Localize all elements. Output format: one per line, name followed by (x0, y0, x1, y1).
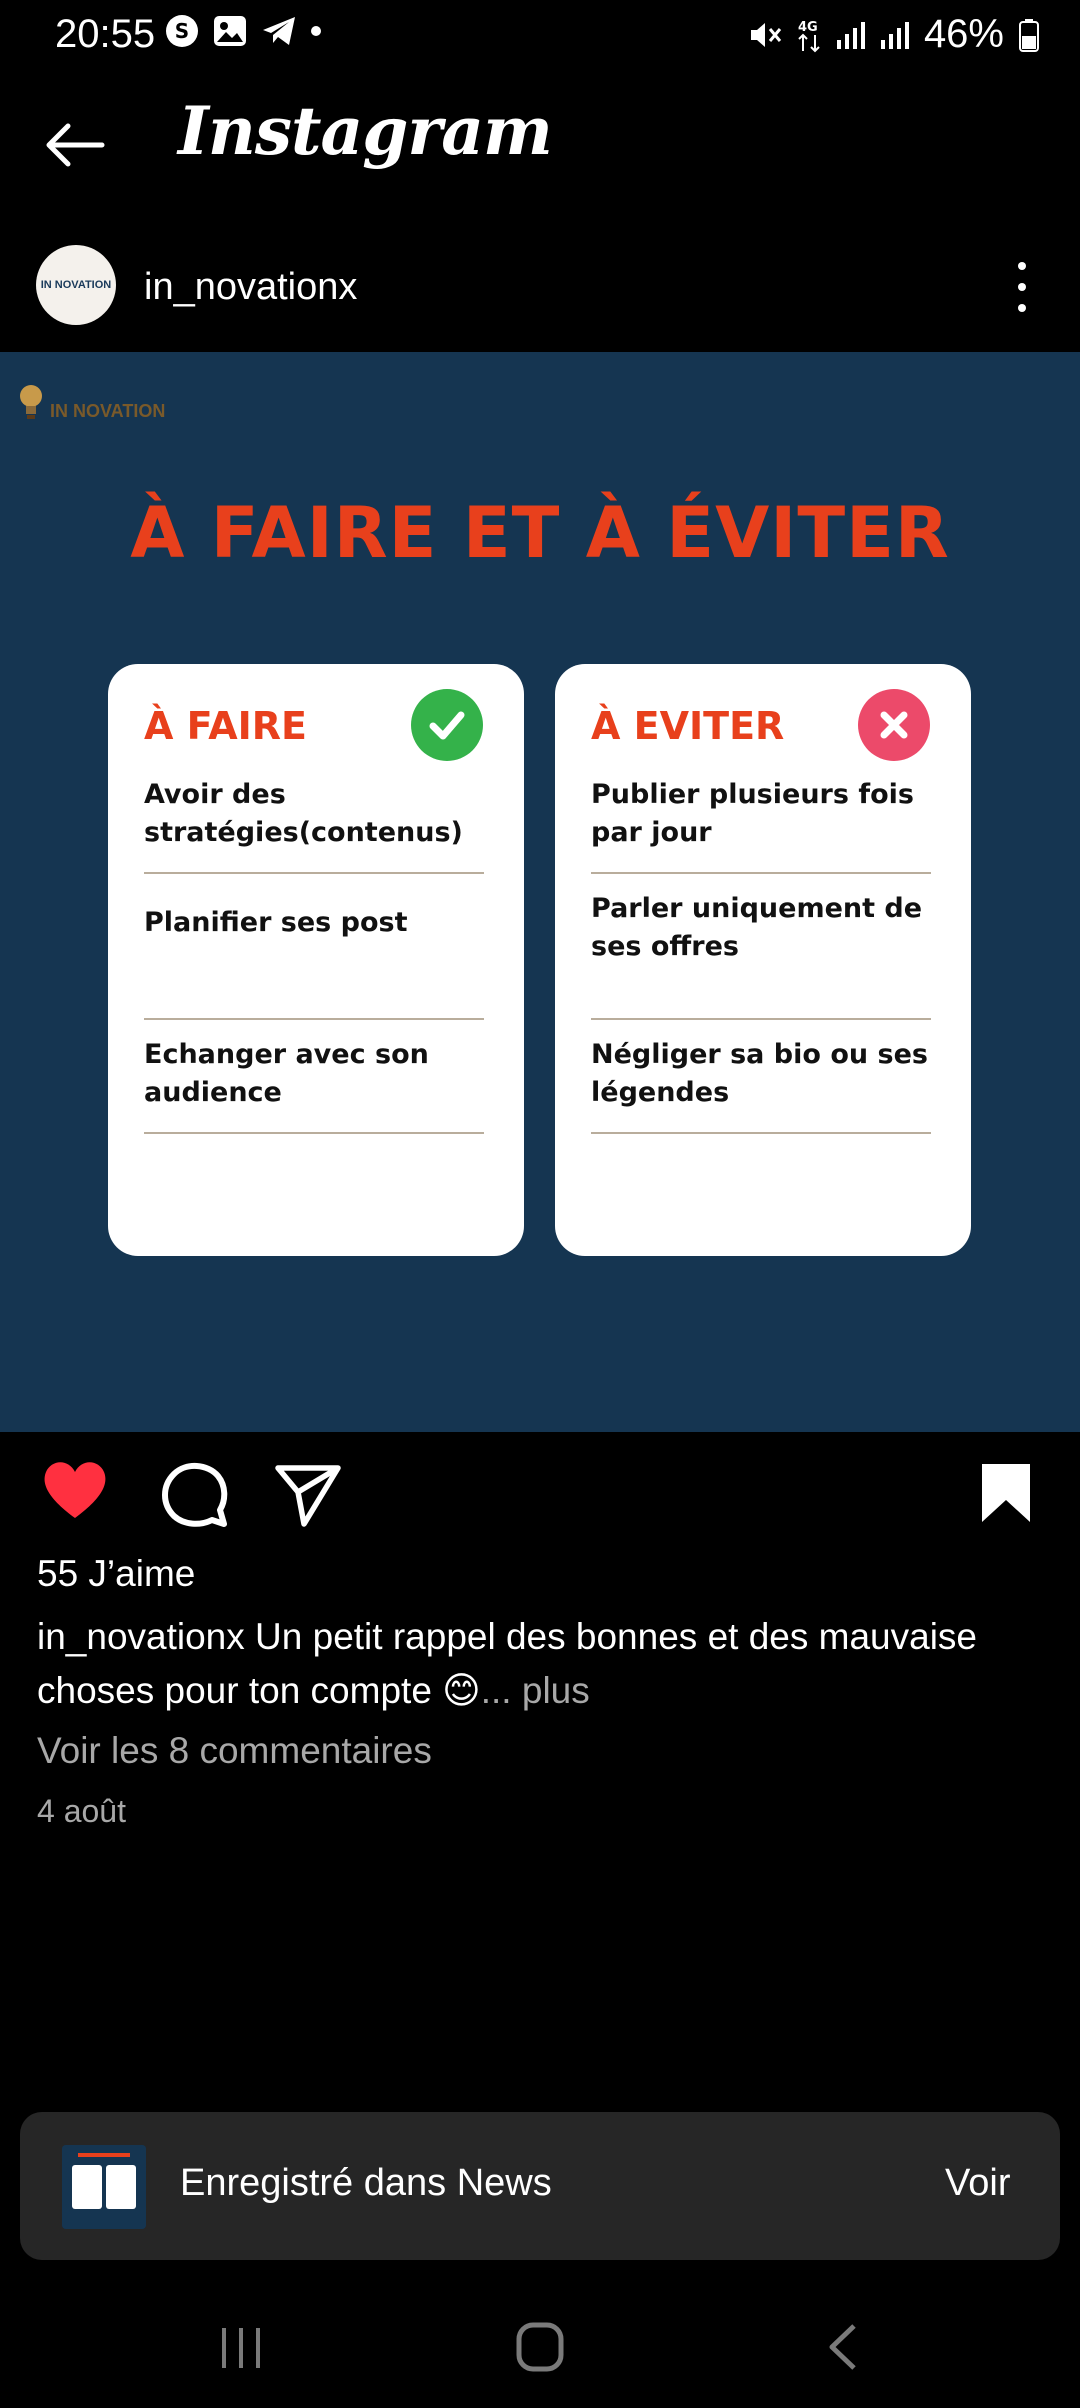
battery-percent: 46% (923, 12, 1004, 56)
post-username[interactable]: in_novationx (144, 266, 358, 308)
post-heading: À FAIRE ET À ÉVITER (130, 492, 950, 574)
view-comments-link[interactable]: Voir les 8 commentaires (37, 1730, 432, 1771)
card-item: Négliger sa bio ou ses légendes (591, 1039, 928, 1108)
bookmark-icon (978, 1460, 1034, 1526)
toast-message: Enregistré dans News (180, 2162, 552, 2204)
recent-apps-button[interactable] (218, 2326, 264, 2375)
post-image[interactable] (0, 352, 1080, 1432)
caption-text: Un petit rappel des bonnes et des mauvaise choses pour ton compte 😊 (37, 1616, 977, 1711)
app-title: Instagram (178, 92, 552, 170)
card-divider (591, 1132, 931, 1134)
signal-icon-1 (836, 20, 866, 50)
like-button[interactable] (40, 1458, 110, 1528)
network-4g-icon (796, 17, 822, 53)
card-item: Avoir des stratégies(contenus) (144, 779, 463, 848)
card-divider (591, 872, 931, 874)
mute-icon (748, 18, 782, 52)
collection-thumbnail (62, 2145, 146, 2229)
dot-icon (1018, 262, 1026, 270)
system-icons (748, 12, 1040, 57)
caption-more-link[interactable]: ... plus (480, 1670, 590, 1711)
svg-text:4G: 4G (797, 19, 818, 35)
caption-username[interactable]: in_novationx (37, 1616, 245, 1657)
chevron-left-icon (824, 2322, 864, 2372)
heart-icon (40, 1458, 110, 1522)
card-title: À FAIRE (144, 704, 308, 748)
card-item: Publier plusieurs fois par jour (591, 779, 914, 848)
svg-text:S: S (174, 19, 190, 43)
saved-toast (20, 2112, 1060, 2260)
comment-icon (158, 1458, 230, 1530)
gallery-icon (213, 15, 247, 47)
dot-icon (1018, 304, 1026, 312)
recent-apps-icon (218, 2326, 264, 2370)
more-notifications-dot (311, 26, 321, 36)
card-divider (144, 872, 484, 874)
toast-view-button[interactable]: Voir (945, 2162, 1011, 2204)
check-icon (411, 689, 483, 761)
brand-text: IN NOVATION (50, 401, 166, 421)
comment-button[interactable] (158, 1458, 230, 1530)
x-icon (858, 689, 930, 761)
card-item: Echanger avec son audience (144, 1039, 429, 1108)
card-item: Planifier ses post (144, 907, 408, 938)
avoid-card (555, 664, 971, 1256)
save-button[interactable] (978, 1460, 1034, 1526)
avatar-logo-text: IN NOVATION (40, 279, 112, 291)
battery-icon (1018, 18, 1040, 52)
telegram-icon (261, 15, 297, 47)
shazam-icon (165, 14, 199, 48)
caption (37, 1610, 1047, 1718)
home-icon (516, 2322, 564, 2372)
status-bar (0, 0, 1080, 70)
brand-logo (16, 382, 165, 422)
share-button[interactable] (272, 1458, 344, 1530)
do-card (108, 664, 524, 1256)
card-divider (591, 1018, 931, 1020)
card-divider (144, 1018, 484, 1020)
post-date: 4 août (37, 1793, 126, 1829)
lightbulb-icon (16, 382, 46, 422)
notification-icons (165, 14, 321, 48)
nav-back-button[interactable] (824, 2322, 864, 2377)
card-divider (144, 1132, 484, 1134)
more-options-button[interactable] (1000, 262, 1044, 312)
card-item: Parler uniquement de ses offres (591, 893, 923, 962)
card-title: À EVITER (591, 704, 785, 748)
likes-count[interactable]: 55 J’aime (37, 1553, 196, 1594)
dot-icon (1018, 283, 1026, 291)
status-time: 20:55 (55, 12, 156, 56)
avatar[interactable] (36, 245, 116, 325)
home-button[interactable] (516, 2322, 564, 2377)
signal-icon-2 (880, 20, 910, 50)
arrow-left-icon (44, 122, 106, 168)
send-icon (272, 1458, 344, 1530)
back-button[interactable] (35, 110, 115, 180)
